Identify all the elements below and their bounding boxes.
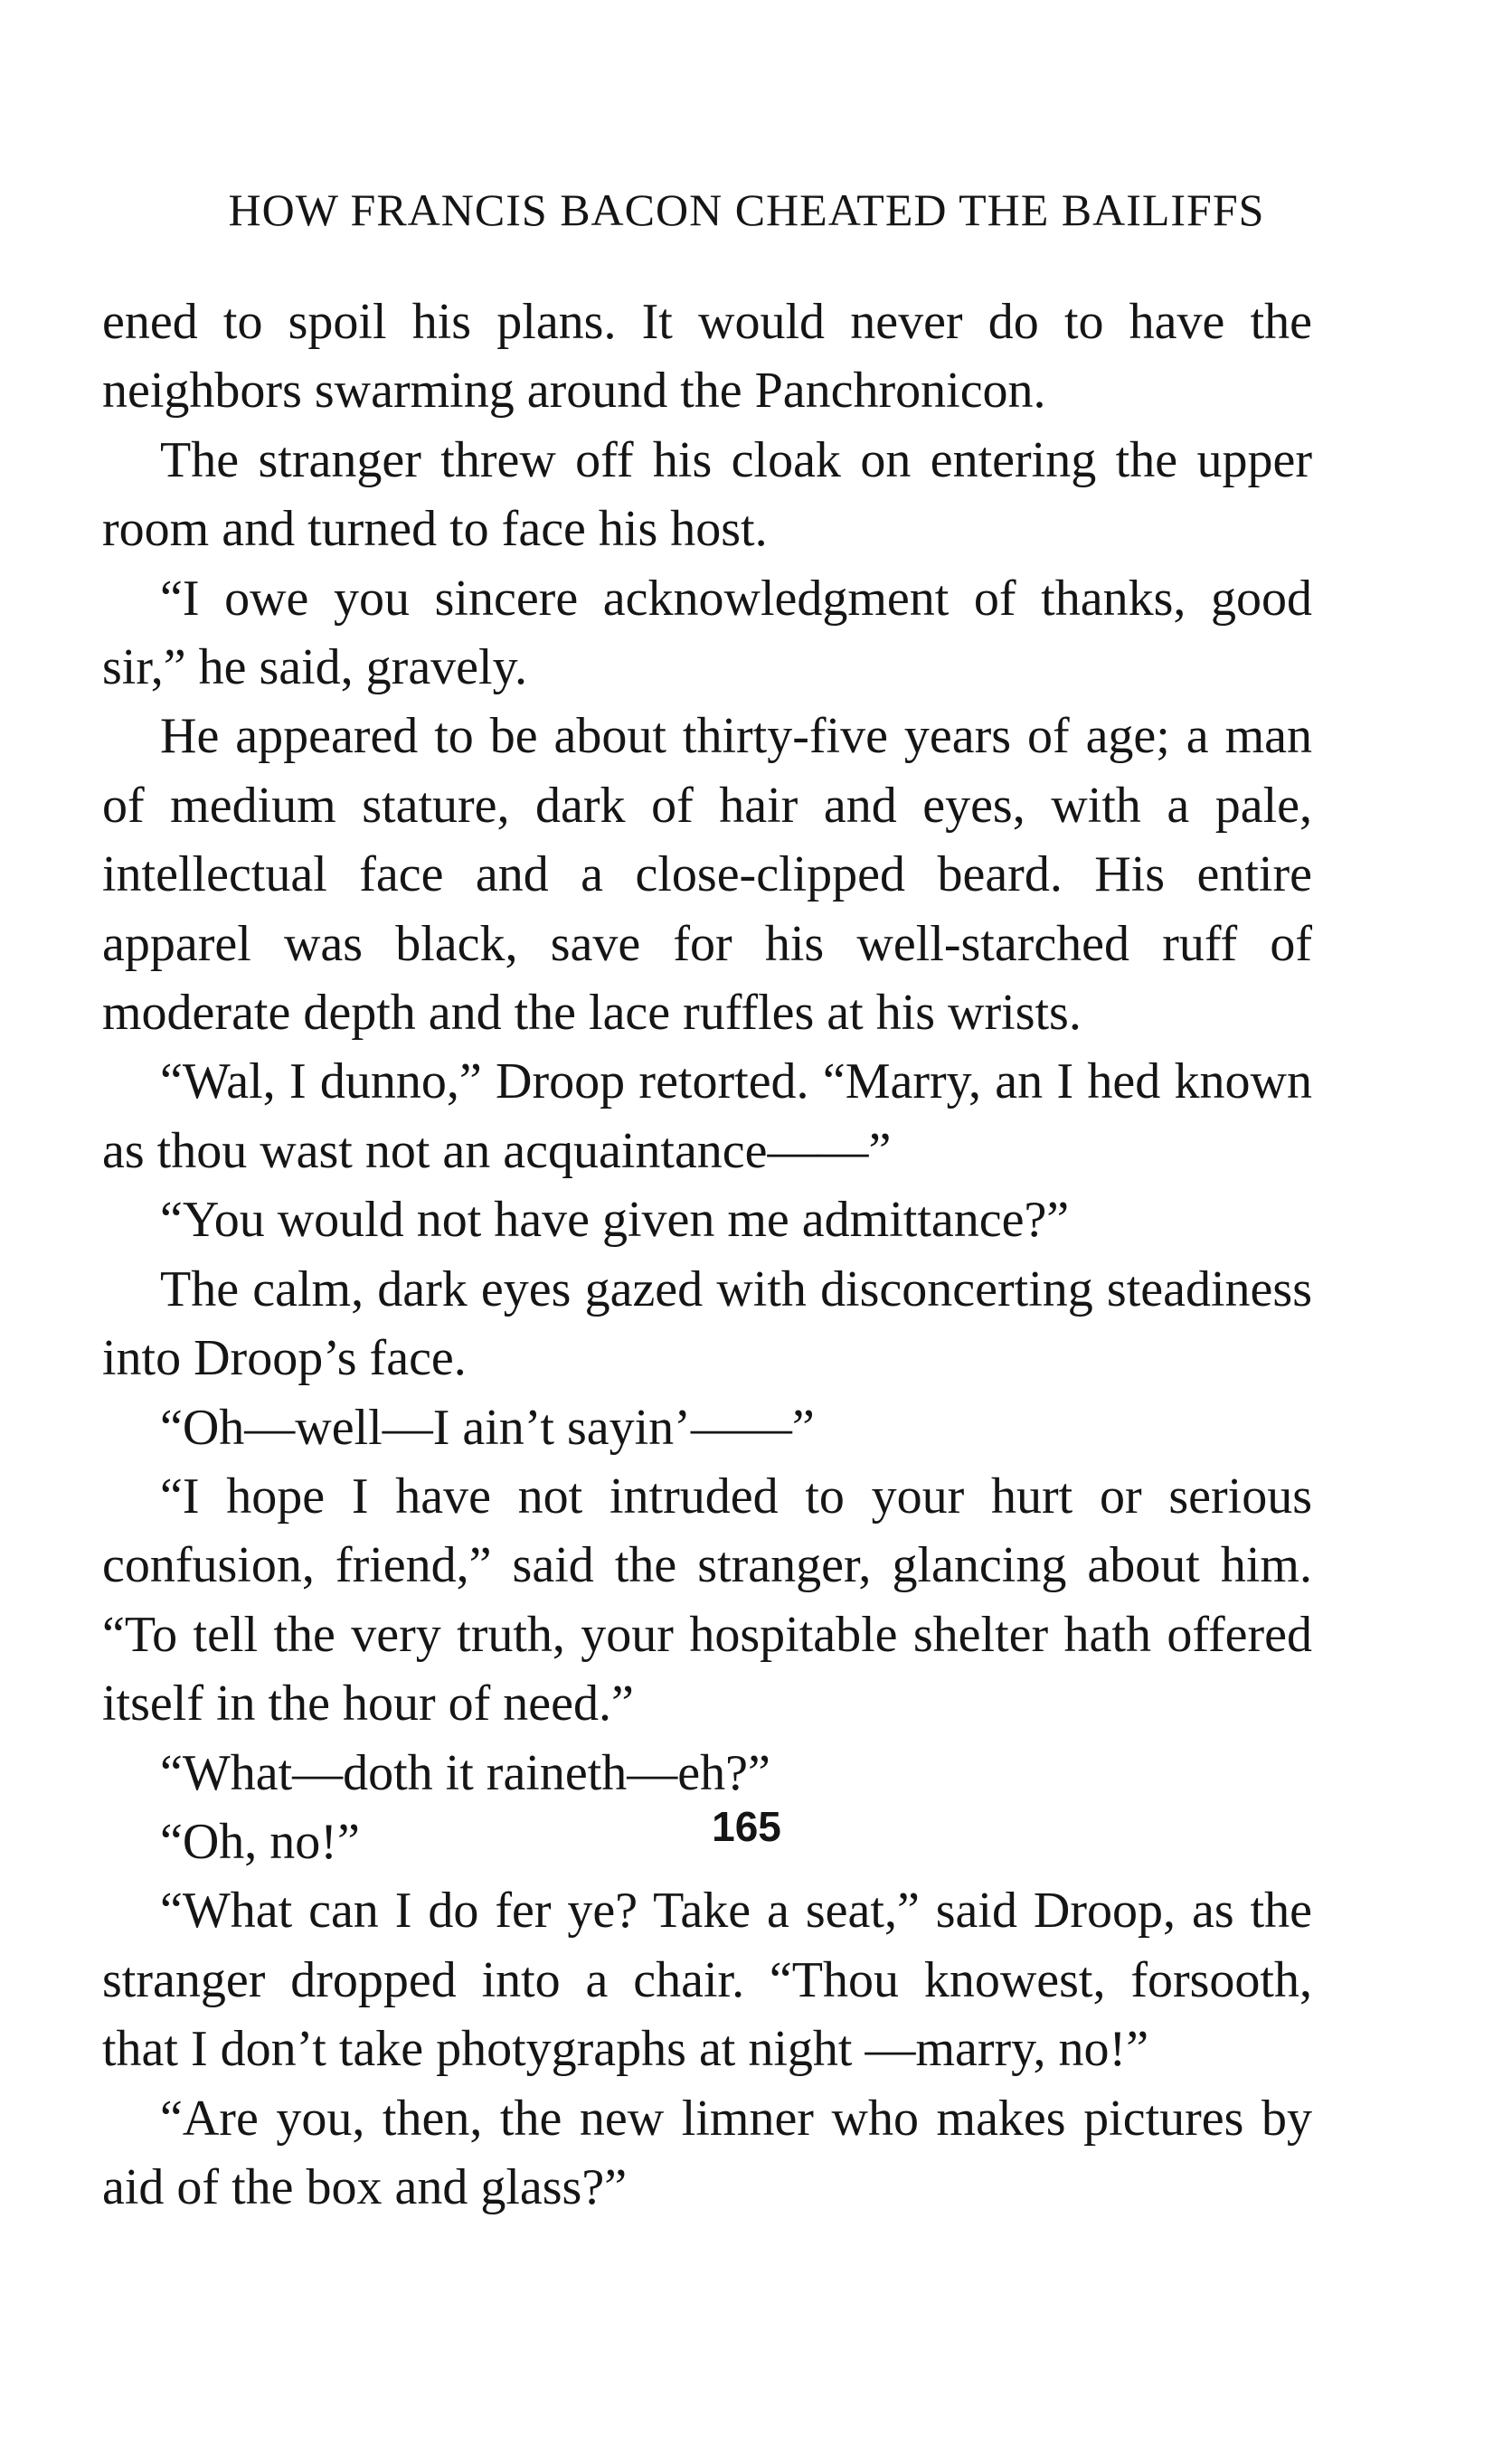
paragraph: “Oh, no!” <box>160 1813 360 1870</box>
paragraph: He appeared to be about thirty-five years of age; a man of medium stature, dark of hair and eyes, with a pale, intellectual face and a close-clipped beard. His entire apparel was black, save for his well-starched ruff of moderate depth and the lace ruffles at his wrists. <box>102 708 1312 1042</box>
body-text <box>102 288 1312 2222</box>
paragraph: “Are you, then, the new limner who makes pictures by aid of the box and glass?” <box>102 2090 1312 2215</box>
paragraph: The stranger threw off his cloak on entering the upper room and turned to face his host. <box>102 431 1312 558</box>
paragraph: “I owe you sincere acknowledgment of thanks, good sir,” he said, gravely. <box>102 570 1312 696</box>
running-head: HOW FRANCIS BACON CHEATED THE BAILIFFS <box>228 184 1265 235</box>
paragraph: “Oh—well—I ain’t sayin’——” <box>160 1399 815 1456</box>
paragraph: “I hope I have not intruded to your hurt or serious confusion, friend,” said the stranger, glancing about him. “To tell the very truth, your hospitable shelter hath offered itself in the hour of need.” <box>102 1468 1312 1732</box>
page-number: 165 <box>712 1803 781 1850</box>
paragraph: “What—doth it raineth—eh?” <box>160 1744 770 1801</box>
paragraph: “Wal, I dunno,” Droop retorted. “Marry, an I hed known as thou wast not an acquaintance——” <box>102 1053 1312 1179</box>
paragraph: The calm, dark eyes gazed with disconcerting steadiness into Droop’s face. <box>102 1260 1312 1387</box>
paragraph: “What can I do fer ye? Take a seat,” said Droop, as the stranger dropped into a chair. “Thou knowest, forsooth, that I don’t take photygraphs at night —marry, no!” <box>102 1883 1312 2078</box>
paragraph: “You would not have given me admittance?” <box>160 1192 1070 1249</box>
paragraph: ened to spoil his plans. It would never do to have the neighbors swarming around the Panchronicon. <box>102 294 1312 420</box>
